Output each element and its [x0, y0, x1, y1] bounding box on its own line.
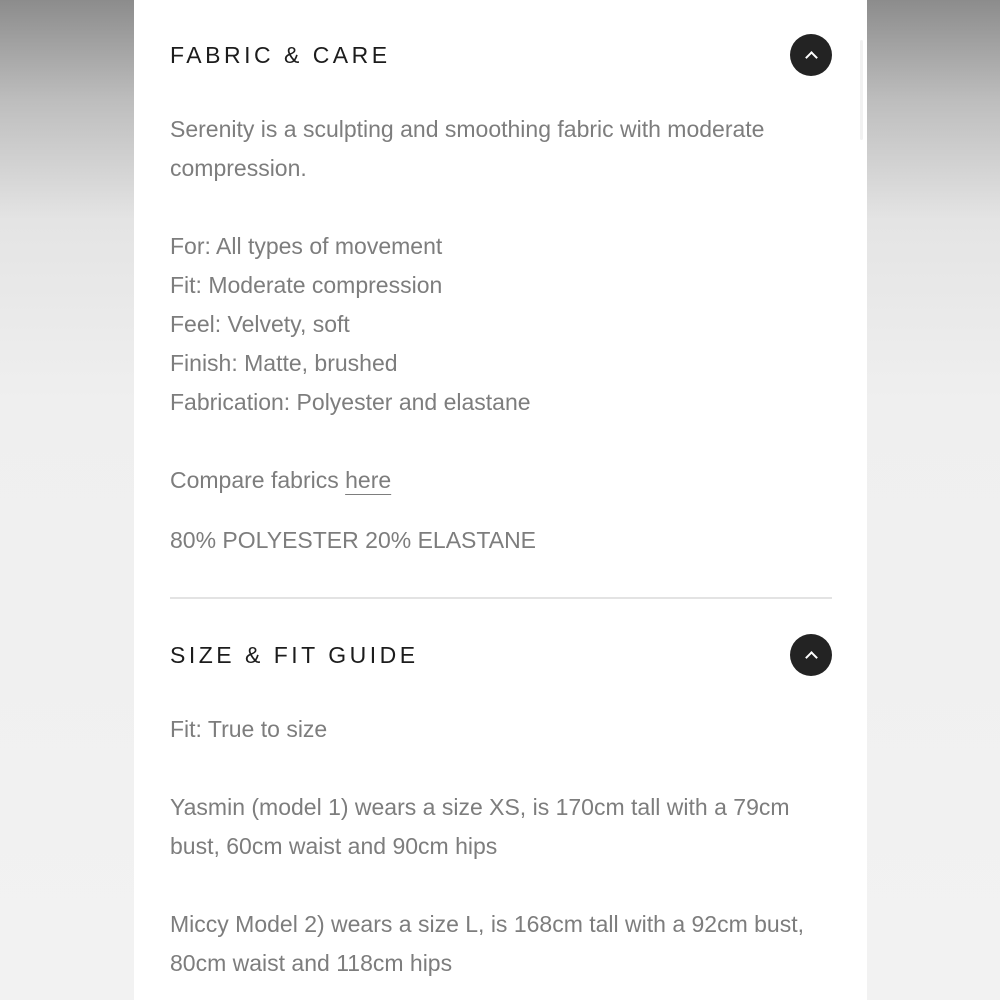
chevron-up-icon	[805, 51, 818, 64]
compare-fabrics-link[interactable]: here	[345, 467, 392, 493]
fabric-description: Serenity is a sculpting and smoothing fabric with moderate compression.	[170, 116, 765, 181]
size-fit-collapse-button[interactable]	[790, 634, 832, 676]
size-fit-content	[170, 710, 832, 983]
fabric-care-title: FABRIC & CARE	[170, 42, 391, 68]
model-1-info: Yasmin (model 1) wears a size XS, is 170cm tall with a 79cm bust, 60cm waist and 90cm hips	[170, 794, 790, 859]
spec-fit: Fit: Moderate compression	[170, 272, 443, 298]
fit-summary: Fit: True to size	[170, 716, 328, 742]
model-2-info: Miccy Model 2) wears a size L, is 168cm tall with a 92cm bust, 80cm waist and 118cm hips	[170, 911, 805, 976]
size-fit-header[interactable]	[170, 600, 832, 710]
fabric-care-collapse-button[interactable]	[790, 34, 832, 76]
compare-fabrics-line	[170, 461, 832, 500]
fabric-care-content	[170, 110, 832, 560]
scrollbar-thumb[interactable]	[860, 40, 863, 140]
spec-fabrication: Fabrication: Polyester and elastane	[170, 389, 531, 415]
fabric-composition: 80% POLYESTER 20% ELASTANE	[170, 527, 537, 553]
spec-feel: Feel: Velvety, soft	[170, 311, 350, 337]
size-fit-title: SIZE & FIT GUIDE	[170, 642, 419, 668]
fabric-spec-list	[170, 227, 832, 422]
product-details-panel	[134, 0, 867, 1000]
spec-finish: Finish: Matte, brushed	[170, 350, 398, 376]
compare-fabrics-text: Compare fabrics	[170, 467, 346, 493]
fabric-care-section	[170, 0, 832, 560]
chevron-up-icon	[805, 651, 818, 664]
section-divider	[170, 597, 832, 599]
fabric-care-header[interactable]	[170, 0, 832, 110]
spec-for: For: All types of movement	[170, 233, 443, 259]
size-fit-section	[170, 600, 832, 1000]
